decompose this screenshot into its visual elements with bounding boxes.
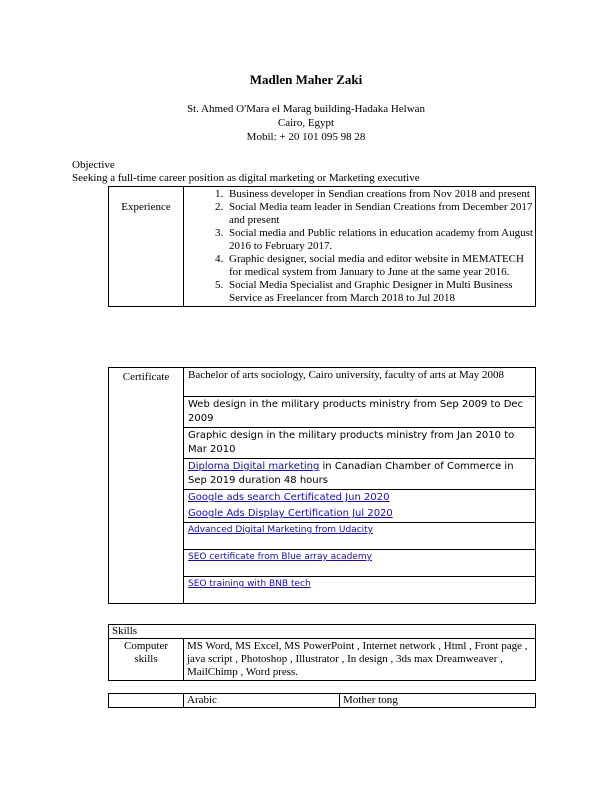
- cert-web-design: Web design in the military products ministry from Sep 2009 to Dec 2009: [184, 397, 536, 428]
- objective-heading: Objective: [72, 159, 115, 171]
- language-level: Mother tong: [340, 694, 536, 708]
- objective-text: Seeking a full-time career position as digital marketing or Marketing executive: [72, 172, 420, 184]
- experience-item: 3. Social media and Public relations in education academy from August 2016 to February 2017.: [226, 227, 533, 253]
- experience-item: 5. Social Media Specialist and Graphic Designer in Multi Business Service as Freelancer from March 2018 to Jul 2018: [226, 279, 533, 305]
- experience-label: Experience: [109, 187, 184, 307]
- cert-seo-bnb: [184, 577, 536, 604]
- candidate-name: Madlen Maher Zaki: [249, 72, 363, 87]
- seo-blue-array-link[interactable]: SEO certificate from Blue array academy: [188, 552, 372, 562]
- certificate-table: [108, 367, 536, 604]
- seo-bnb-link[interactable]: SEO training with BNB tech: [188, 579, 311, 589]
- diploma-details: in Canadian Chamber of Commerce in Sep 2019 duration 48 hours: [188, 461, 514, 486]
- google-search-link[interactable]: Google ads search Certificated Jun 2020: [188, 492, 390, 503]
- cert-seo-blue-array: [184, 550, 536, 577]
- experience-item: 2. Social Media team leader in Sendian Creations from December 2017 and present: [226, 201, 533, 227]
- skills-heading: Skills: [109, 625, 536, 639]
- diploma-link[interactable]: Diploma Digital marketing: [188, 461, 320, 472]
- computer-skills-text: MS Word, MS Excel, MS PowerPoint , Internet network , Html , Front page , java script , Photoshop , Illustrator , In design , 3ds max Dreamweaver , MailChimp , Word press.: [184, 639, 536, 681]
- experience-item: 1. Business developer in Sendian creations from Nov 2018 and present: [226, 188, 533, 201]
- cert-google-search: [184, 490, 536, 507]
- address-line-2: Cairo, Egypt: [277, 117, 335, 129]
- computer-skills-label: Computer skills: [109, 639, 184, 681]
- language-name: Arabic: [184, 694, 340, 708]
- experience-item: 4. Graphic designer, social media and editor website in MEMATECH for medical system from January to June at the same year 2016.: [226, 253, 533, 279]
- udacity-link[interactable]: Advanced Digital Marketing from Udacity: [188, 525, 374, 535]
- cert-google-display: [184, 506, 536, 523]
- experience-table: [108, 186, 536, 307]
- language-empty-cell: [109, 694, 184, 708]
- cert-udacity: [184, 523, 536, 550]
- languages-table: [108, 693, 536, 708]
- experience-list: [186, 188, 533, 305]
- google-display-link[interactable]: Google Ads Display Certification Jul 2020: [188, 508, 393, 519]
- address-line-1: St. Ahmed O'Mara el Marag building-Hadaka Helwan: [186, 103, 426, 115]
- mobile-number: Mobil: + 20 101 095 98 28: [246, 131, 366, 143]
- cert-diploma: [184, 459, 536, 490]
- skills-table: [108, 624, 536, 681]
- experience-list-cell: [184, 187, 536, 307]
- cert-bachelor: Bachelor of arts sociology, Cairo university, faculty of arts at May 2008: [184, 368, 536, 397]
- cert-graphic-design: Graphic design in the military products ministry from Jan 2010 to Mar 2010: [184, 428, 536, 459]
- certificate-label: Certificate: [109, 368, 184, 604]
